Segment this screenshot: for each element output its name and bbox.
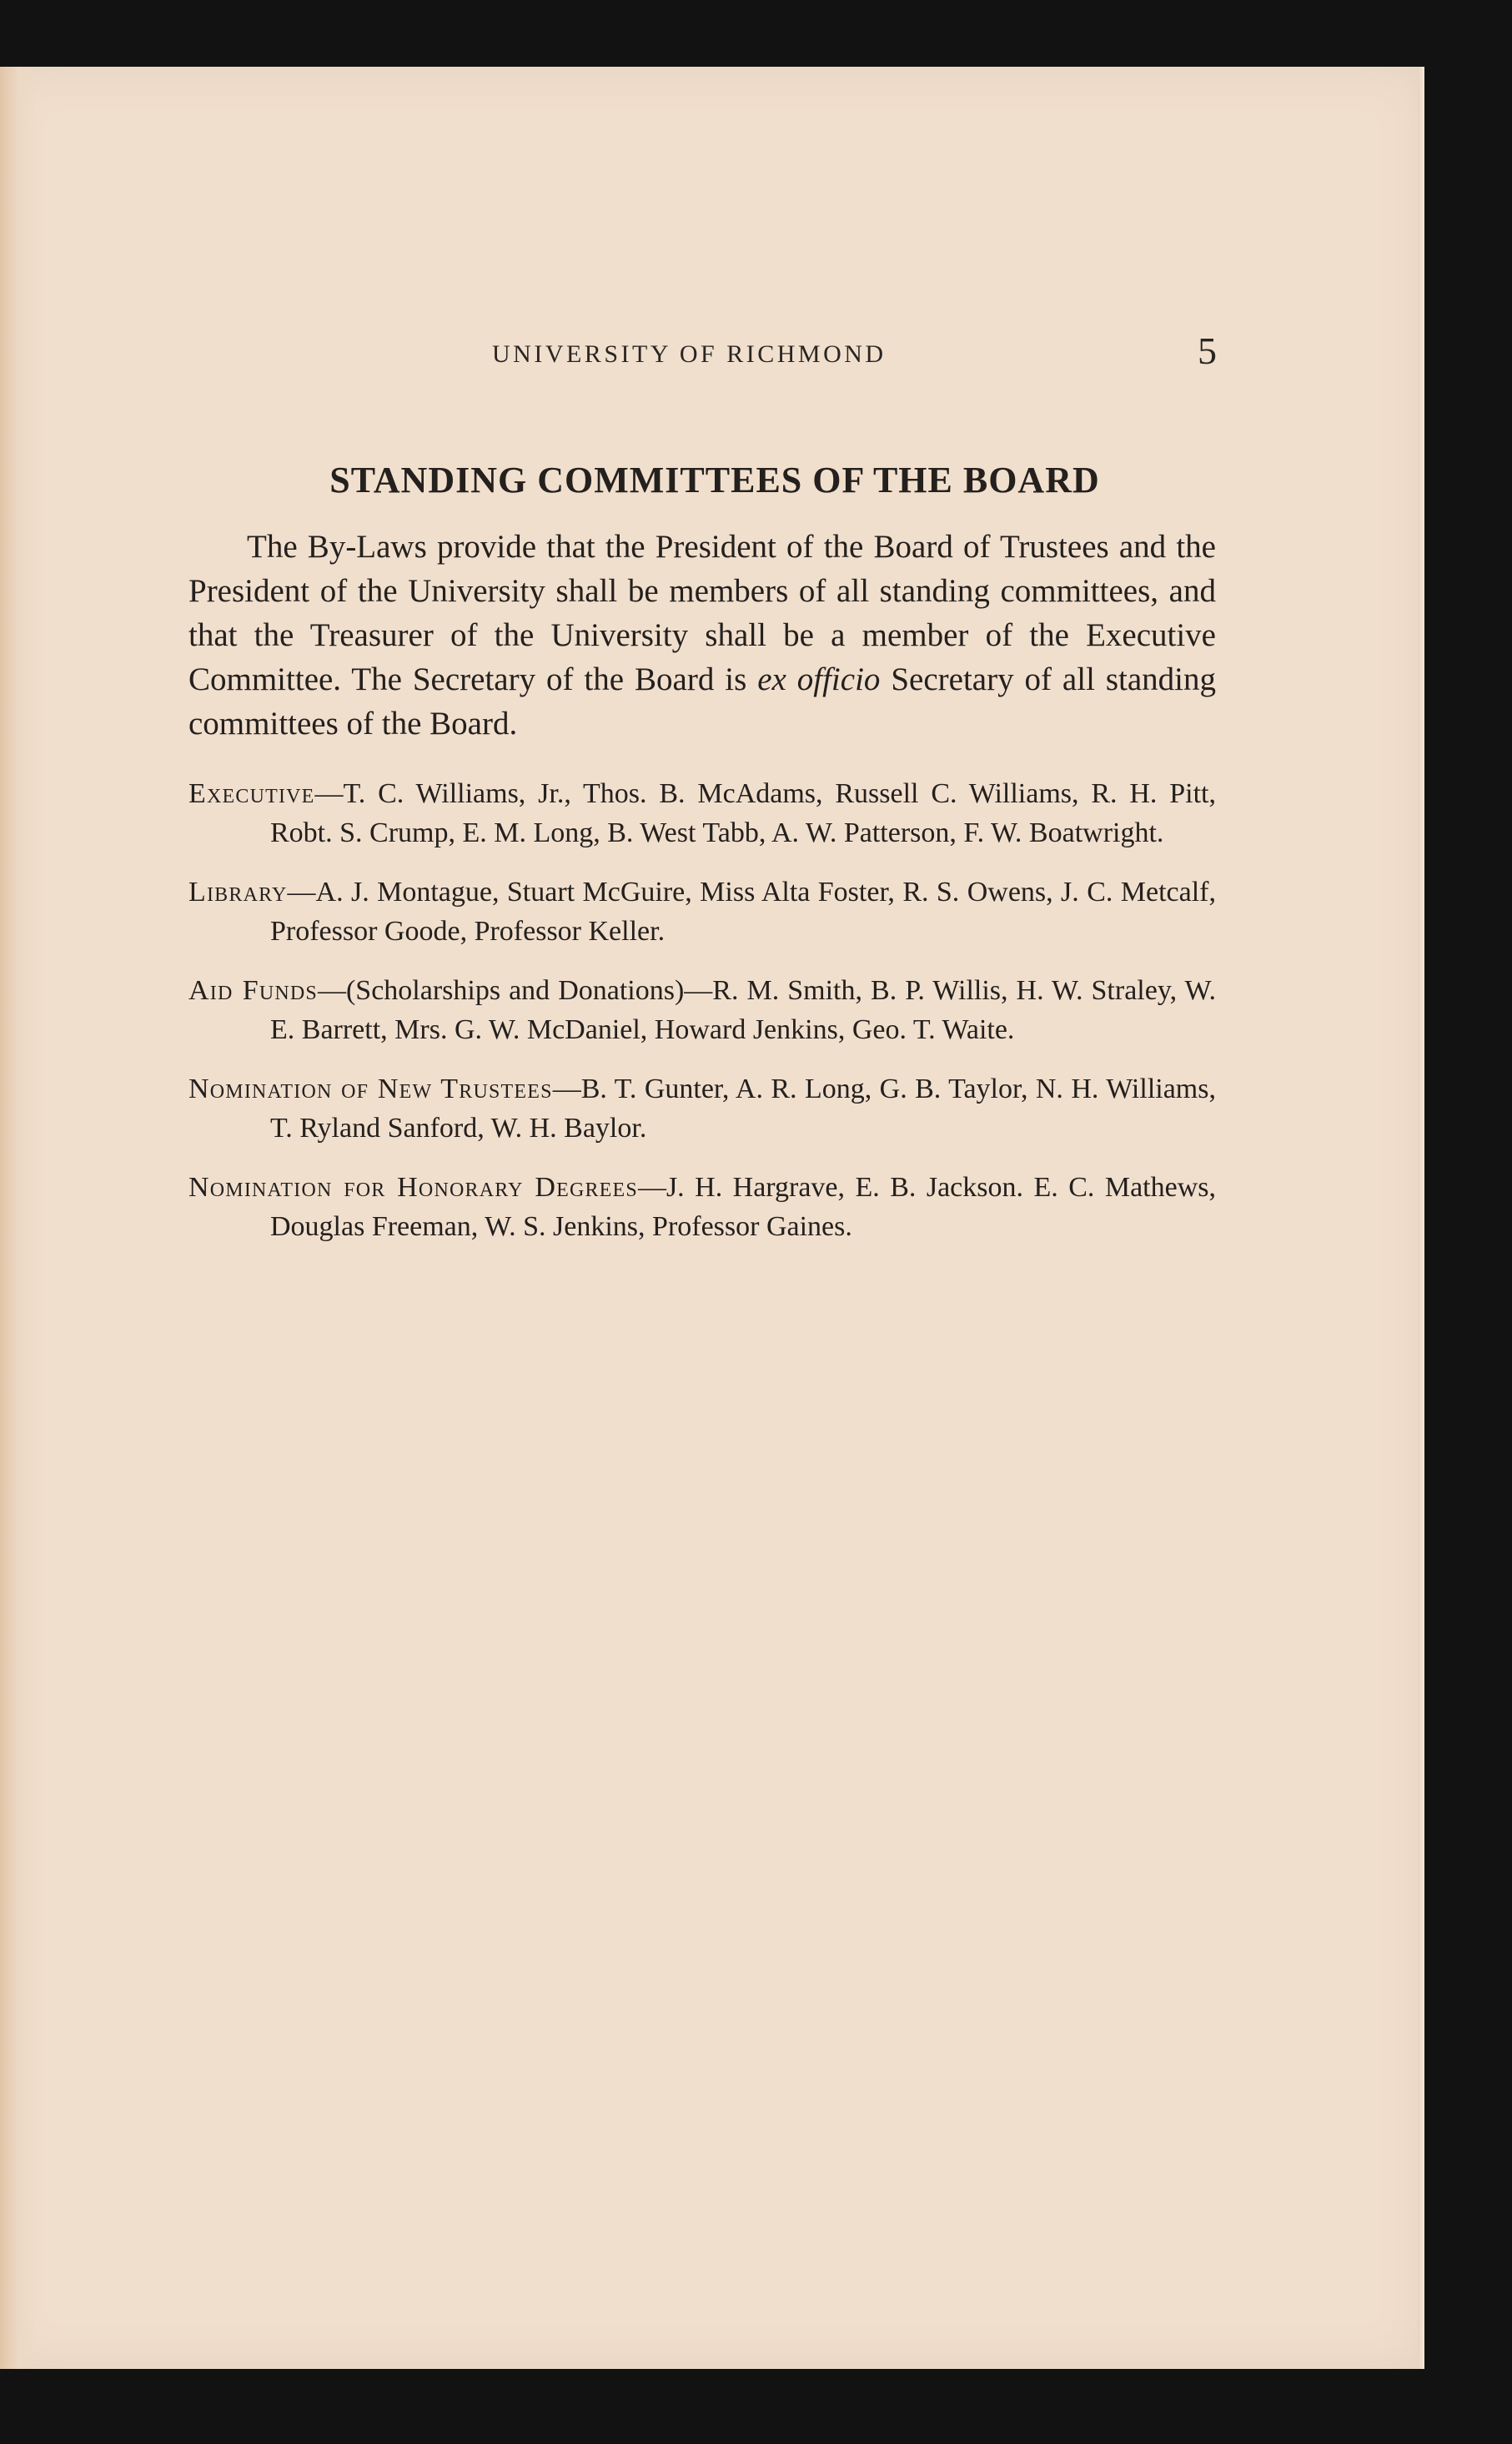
page-number: 5 xyxy=(1198,329,1217,372)
committee-dash: — xyxy=(287,877,316,908)
committee-name: Aid Funds xyxy=(188,975,318,1006)
running-title: UNIVERSITY OF RICHMOND xyxy=(492,340,887,368)
committee-dash: — xyxy=(317,975,346,1006)
intro-text-after: Secretary of all standing committees of the Board. xyxy=(188,661,1216,742)
committee-dash: — xyxy=(552,1074,581,1104)
page-binding xyxy=(0,67,37,2369)
committee-members: B. T. Gunter, A. R. Long, G. B. Taylor, N. H. Williams, T. Ryland Sanford, W. H. Baylor. xyxy=(270,1074,1216,1144)
committee-entry-library xyxy=(188,872,1216,951)
committee-dash: — xyxy=(637,1172,666,1203)
running-header xyxy=(0,314,1424,380)
committee-members: T. C. Williams, Jr., Thos. B. McAdams, Russell C. Williams, R. H. Pitt, Robt. S. Crump, E. M. Long, B. West Tabb, A. W. Patterson, F. W. Boatwright. xyxy=(270,778,1216,848)
committee-members: A. J. Montague, Stuart McGuire, Miss Alta Foster, R. S. Owens, J. C. Metcalf, Professor Goode, Professor Keller. xyxy=(270,877,1216,947)
intro-text-before: The By-Laws provide that the President of the Board of Trustees and the President of the University shall be members of all standing committees, and that the Treasurer of the University shall be a member of the Executive Committee. The Secretary of the Board is xyxy=(188,529,1216,697)
section-heading: STANDING COMMITTEES OF THE BOARD xyxy=(329,460,1100,500)
page-content xyxy=(188,459,1216,1266)
intro-italic-term: ex officio xyxy=(757,661,881,697)
committee-name: Executive xyxy=(188,778,315,809)
committee-entry-aid-funds xyxy=(188,971,1216,1049)
committee-entry-executive xyxy=(188,774,1216,852)
committee-members: (Scholarships and Donations)—R. M. Smith, B. P. Willis, H. W. Straley, W. E. Barrett, Mrs. G. W. McDaniel, Howard Jenkins, Geo. T. Waite. xyxy=(270,975,1216,1045)
committee-name: Library xyxy=(188,877,288,908)
page-edge xyxy=(1418,67,1424,2369)
committee-entry-nomination-trustees xyxy=(188,1069,1216,1148)
committee-name: Nomination for Honorary Degrees xyxy=(188,1172,638,1203)
committee-entry-nomination-degrees xyxy=(188,1168,1216,1246)
document-page xyxy=(0,67,1424,2369)
committee-name: Nomination of New Trustees xyxy=(188,1074,553,1104)
committee-dash: — xyxy=(314,778,344,809)
committee-members: J. H. Hargrave, E. B. Jackson. E. C. Mathews, Douglas Freeman, W. S. Jenkins, Professor Gaines. xyxy=(270,1172,1216,1242)
intro-paragraph xyxy=(188,525,1216,746)
